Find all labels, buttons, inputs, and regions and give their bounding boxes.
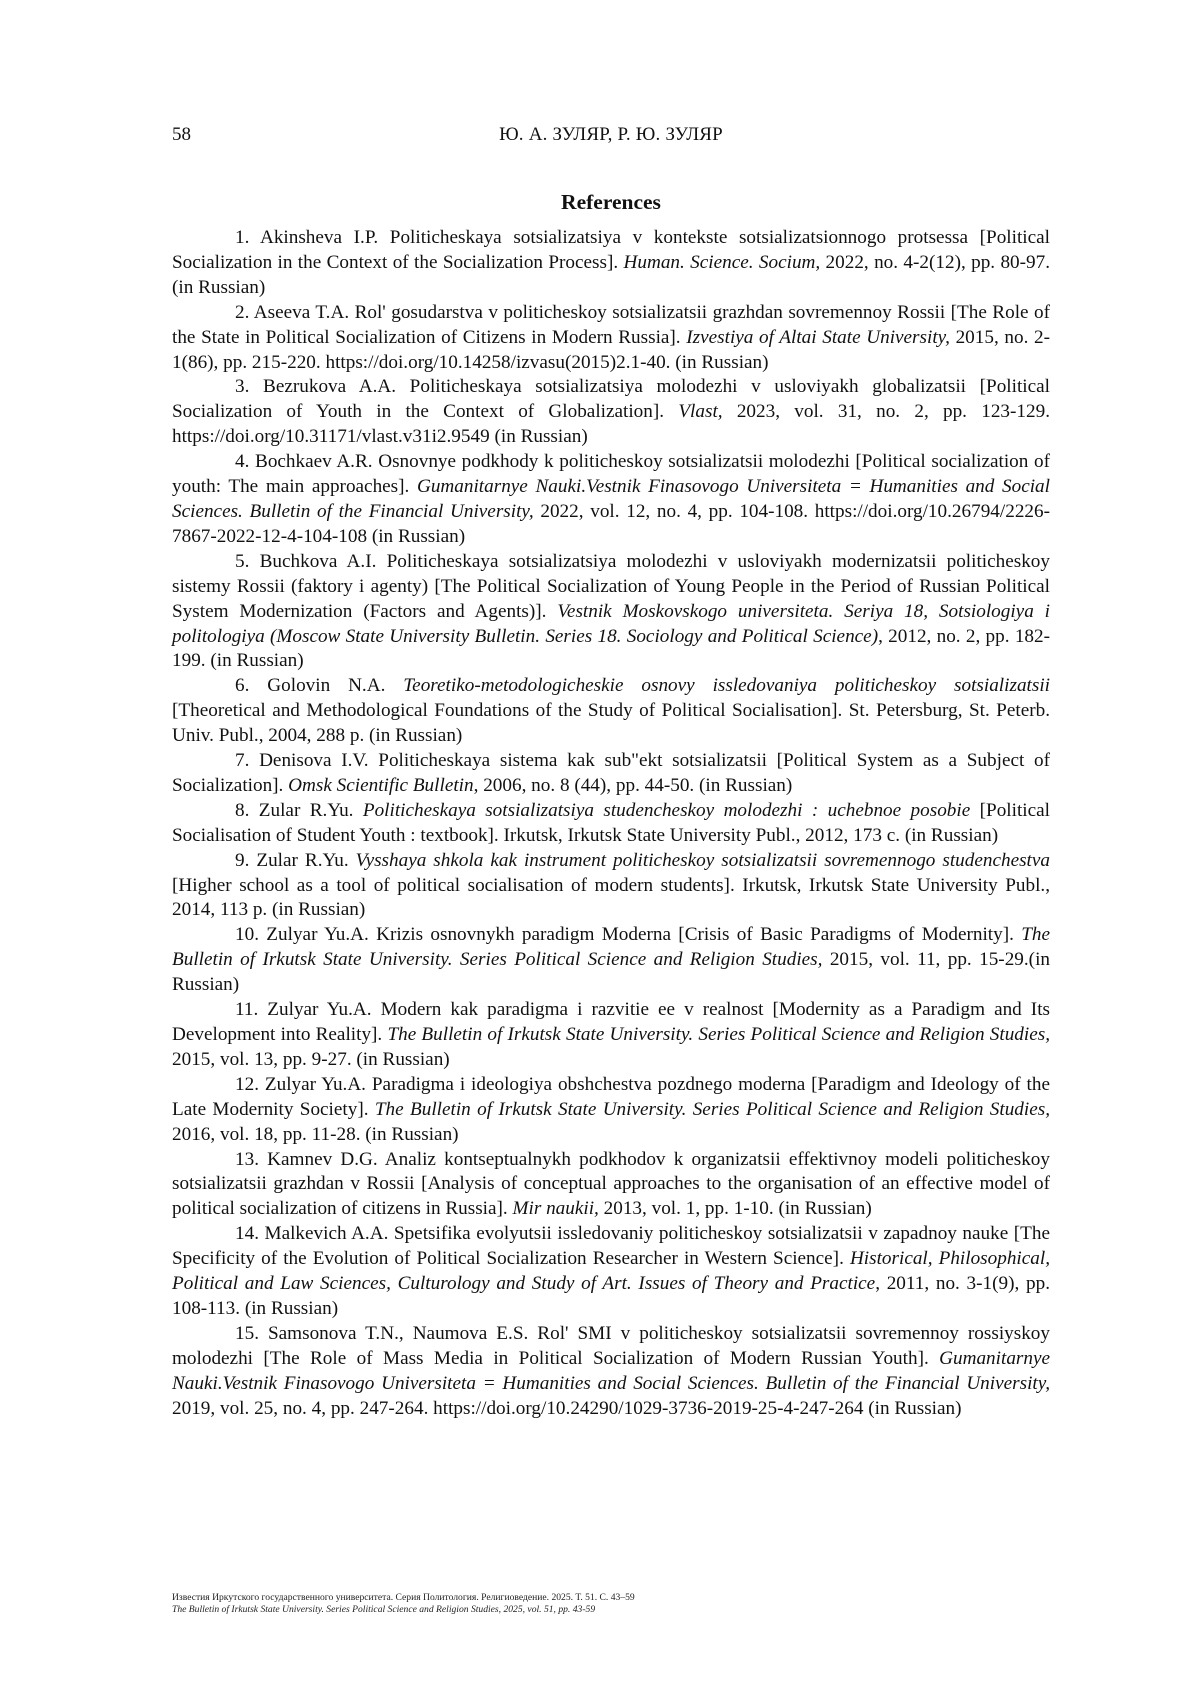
reference-source-title: Gumanitarnye Nauki.Vestnik Finasovogo Universiteta = Humanities and Social Sciences. Bulletin of the Financial University, xyxy=(172,1347,1050,1394)
reference-entry-15 xyxy=(172,1322,1050,1422)
reference-text: 10. Zulyar Yu.A. Krizis osnovnykh paradigm Moderna [Crisis of Basic Paradigms of Modernity]. xyxy=(235,924,1022,946)
reference-entry-8 xyxy=(172,799,1050,849)
reference-text: 15. Samsonova T.N., Naumova E.S. Rol' SMI v politicheskoy sotsializatsii sovremennoy rossiyskoy molodezhi [The Role of Mass Media in Political Socialization of Modern Russian Youth]. xyxy=(172,1322,1050,1369)
reference-text: 14. Malkevich A.A. Spetsifika evolyutsii issledovaniy politicheskoy sotsializatsii v zapadnoy nauke [The Specificity of the Evolution of Political Socialization Researcher in Western Science]. xyxy=(172,1223,1050,1270)
reference-entry-13 xyxy=(172,1148,1050,1223)
reference-text: 2015, no. 2-1(86), pp. 215-220. https://doi.org/10.14258/izvasu(2015)2.1-40. (in Russian) xyxy=(172,326,1051,373)
reference-text: , 2006, no. 8 (44), pp. 44-50. (in Russian) xyxy=(473,774,793,796)
section-title: References xyxy=(561,190,661,214)
reference-entry-5 xyxy=(172,550,1050,675)
reference-entry-9 xyxy=(172,849,1050,924)
reference-source-title: Vestnik Moskovskogo universiteta. Seriya 18, Sotsiologiya i politologiya (Moscow State University Bulletin. Series 18. Sociology and Political Science) xyxy=(172,600,1051,647)
reference-source-title: Vlast, xyxy=(678,401,723,423)
reference-text: [Political Socialisation of Student Youth : textbook]. Irkutsk, Irkutsk State University Publ., 2012, 173 c. (in Russian) xyxy=(172,799,1050,846)
reference-text: 2023, vol. 31, no. 2, pp. 123-129. https://doi.org/10.31171/vlast.v31i2.9549 (in Russian) xyxy=(172,401,1050,448)
reference-entry-10 xyxy=(172,923,1050,998)
reference-text: 4. Bochkaev A.R. Osnovnye podkhody k politicheskoy sotsializatsii molodezhi [Political socialization of youth: The main approaches]. xyxy=(172,451,1050,498)
reference-source-title: The Bulletin of Irkutsk State University. Series Political Science and Religion Studies, xyxy=(172,924,1050,971)
reference-text: 13. Kamnev D.G. Analiz kontseptualnykh podkhodov k organizatsii effektivnoy modeli politicheskoy sotsializatsii grazhdan v Rossii [Analysis of conceptual approaches to the organisation of an effective model of political socialization of citizens in Russia]. xyxy=(172,1148,1050,1220)
reference-text: , 2012, no. 2, pp. 182-199. (in Russian) xyxy=(172,625,1050,672)
reference-entry-6 xyxy=(172,674,1050,749)
reference-source-title: Vysshaya shkola kak instrument politicheskoy sotsializatsii sovremennogo studenchestva xyxy=(355,849,1051,871)
page-number: 58 xyxy=(172,124,191,145)
reference-source-title: Human. Science. Socium, xyxy=(623,251,821,273)
reference-text: 8. Zular R.Yu. xyxy=(235,799,363,821)
reference-text: 2016, vol. 18, pp. 11-28. (in Russian) xyxy=(172,1123,459,1145)
reference-source-title: Omsk Scientific Bulletin xyxy=(288,774,474,796)
reference-entry-12 xyxy=(172,1073,1050,1148)
reference-text: 1. Akinsheva I.P. Politicheskaya sotsializatsiya v kontekste sotsializatsionnogo protsessa [Political Socialization in the Context of the Socialization Process]. xyxy=(172,227,1050,273)
reference-text: 11. Zulyar Yu.A. Modern kak paradigma i razvitie ee v realnost [Modernity as a Paradigm and Its Development into Reality]. xyxy=(172,999,1050,1045)
reference-source-title: Historical, Philosophical, Political and Law Sciences, Culturology and Study of Art. Issues of Theory and Practice xyxy=(172,1248,1050,1295)
reference-text: 6. Golovin N.A. xyxy=(235,675,404,697)
reference-entry-4 xyxy=(172,450,1050,550)
reference-source-title: Politicheskaya sotsializatsiya studencheskoy molodezhi : uchebnoe posobie xyxy=(362,799,971,821)
reference-text: 12. Zulyar Yu.A. Paradigma i ideologiya obshchestva pozdnego moderna [Paradigm and Ideology of the Late Modernity Society]. xyxy=(172,1073,1050,1120)
running-head-authors: Ю. А. ЗУЛЯР, Р. Ю. ЗУЛЯР xyxy=(499,124,723,145)
reference-text: 2015, vol. 11, pp. 15-29.(in Russian) xyxy=(172,949,1050,996)
reference-source-title: The Bulletin of Irkutsk State University. Series Political Science and Religion Studies, xyxy=(374,1098,1051,1120)
reference-text: 3. Bezrukova A.A. Politicheskaya sotsializatsiya molodezhi v usloviyakh globalizatsii [Political Socialization of Youth in the Context of Globalization]. xyxy=(172,376,1050,423)
reference-text: 9. Zular R.Yu. xyxy=(235,849,356,871)
reference-text: 7. Denisova I.V. Politicheskaya sistema kak sub"ekt sotsializatsii [Political System as a Subject of Socialization]. xyxy=(172,750,1050,796)
reference-text: , 2011, no. 3-1(9), pp. 108-113. (in Russian) xyxy=(172,1273,1050,1319)
reference-text: 2015, vol. 13, pp. 9-27. (in Russian) xyxy=(172,1048,450,1070)
reference-entry-14 xyxy=(172,1222,1050,1322)
reference-source-title: Teoretiko-metodologicheskie osnovy issledovaniya politicheskoy sotsializatsii xyxy=(403,675,1050,697)
reference-entry-7 xyxy=(172,749,1050,799)
reference-text: 2. Aseeva T.A. Rol' gosudarstva v politicheskoy sotsializatsii grazhdan sovremennoy Rossii [The Role of the State in Political Socialization of Citizens in Modern Russia]. xyxy=(172,301,1050,348)
reference-source-title: The Bulletin of Irkutsk State University. Series Political Science and Religion Studies, xyxy=(387,1024,1050,1045)
footer-citation-russian: Известия Иркутского государственного университета. Серия Политология. Религиоведение. 2025. Т. 51. С. 43–59 xyxy=(172,1592,635,1603)
reference-text: 2019, vol. 25, no. 4, pp. 247-264. https://doi.org/10.24290/1029-3736-2019-25-4-247-264 (in Russian) xyxy=(172,1397,962,1419)
reference-text: [Higher school as a tool of political socialisation of modern students]. Irkutsk, Irkutsk State University Publ., 2014, 113 p. (in Russian) xyxy=(172,874,1050,921)
reference-text: 2022, no. 4-2(12), pp. 80-97. (in Russian) xyxy=(172,251,1051,298)
reference-entry-1 xyxy=(172,226,1050,301)
reference-source-title: Mir naukii, xyxy=(512,1198,599,1220)
reference-entry-3 xyxy=(172,375,1050,450)
page-header xyxy=(172,124,1050,148)
reference-text: 2022, vol. 12, no. 4, pp. 104-108. https://doi.org/10.26794/2226-7867-2022-12-4-104-108 (in Russian) xyxy=(172,500,1050,547)
reference-text: [Theoretical and Methodological Foundations of the Study of Political Socialisation]. St. Petersburg, St. Peterb. Univ. Publ., 2004, 288 p. (in Russian) xyxy=(172,700,1050,747)
reference-source-title: Izvestiya of Altai State University, xyxy=(686,326,950,348)
reference-entry-11 xyxy=(172,998,1050,1073)
reference-text: 5. Buchkova A.I. Politicheskaya sotsializatsiya molodezhi v usloviyakh modernizatsii politicheskoy sistemy Rossii (faktory i agenty) [The Political Socialization of Young People in the Period of Russian Political System Modernization (Factors and Agents)]. xyxy=(172,550,1050,622)
reference-list xyxy=(172,226,1050,1422)
reference-source-title: Gumanitarnye Nauki.Vestnik Finasovogo Universiteta = Humanities and Social Sciences. Bulletin of the Financial University, xyxy=(172,476,1050,522)
reference-text: 2013, vol. 1, pp. 1-10. (in Russian) xyxy=(598,1198,872,1220)
page-footer xyxy=(172,1592,1050,1616)
footer-citation-english: The Bulletin of Irkutsk State University. Series Political Science and Religion Studies, 2025, vol. 51, pp. 43-59 xyxy=(172,1604,596,1615)
reference-entry-2 xyxy=(172,301,1050,376)
